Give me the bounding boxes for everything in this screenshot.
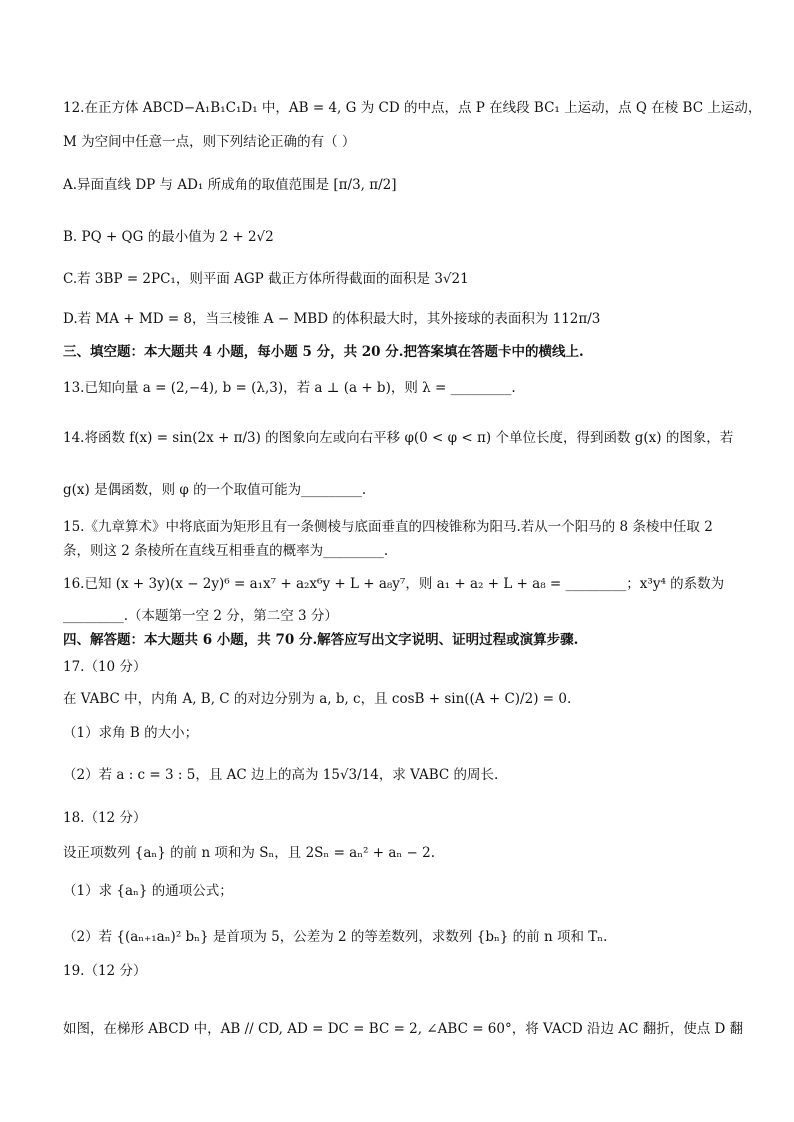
q12-option-c: C.若 3BP = 2PC₁，则平面 AGP 截正方体所得截面的面积是 3√21: [63, 271, 469, 287]
q19-header: 19.（12 分）: [63, 963, 147, 979]
q18-header: 18.（12 分）: [63, 810, 147, 826]
q19-stem: 如图，在梯形 ABCD 中，AB // CD, AD = DC = BC = 2, ∠ABC = 60°，将 VACD 沿边 AC 翻折，使点 D 翻: [63, 1021, 744, 1037]
q17-header: 17.（10 分）: [63, 659, 147, 675]
q18-stem: 设正项数列 {aₙ} 的前 n 项和为 Sₙ，且 2Sₙ = aₙ² + aₙ − 2.: [63, 845, 436, 861]
q15-line1: 15.《九章算术》中将底面为矩形且有一条侧棱与底面垂直的四棱锥称为阳马.若从一个阳马的 8 条棱中任取 2: [63, 519, 713, 535]
q17-part1: （1）求角 B 的大小；: [63, 725, 199, 741]
section-three-heading: 三、填空题：本大题共 4 小题，每小题 5 分，共 20 分.把答案填在答题卡中的横线上.: [63, 344, 584, 360]
q12-stem-line1: 12.在正方体 ABCD−A₁B₁C₁D₁ 中，AB = 4, G 为 CD 的中点，点 P 在线段 BC₁ 上运动，点 Q 在棱 BC 上运动，: [63, 100, 762, 116]
q12-option-d: D.若 MA + MD = 8，当三棱锥 A − MBD 的体积最大时，其外接球的表面积为 112π/3: [63, 311, 601, 327]
q16-line1: 16.已知 (x + 3y)(x − 2y)⁶ = a₁x⁷ + a₂x⁶y + L + a₈y⁷，则 a₁ + a₂ + L + a₈ = _________；x³y⁴ 的系数为: [63, 576, 725, 592]
q14-line2: g(x) 是偶函数，则 φ 的一个取值可能为_________.: [63, 482, 367, 498]
q16-line2: _________.（本题第一空 2 分，第二空 3 分）: [63, 608, 338, 624]
q15-line2: 条，则这 2 条棱所在直线互相垂直的概率为_________.: [63, 543, 389, 559]
q17-stem: 在 VABC 中，内角 A, B, C 的对边分别为 a, b, c，且 cosB + sin((A + C)/2) = 0.: [63, 691, 572, 707]
q18-part2: （2）若 {(aₙ₊₁aₙ)² bₙ} 是首项为 5，公差为 2 的等差数列，求数列 {bₙ} 的前 n 项和 Tₙ.: [63, 929, 608, 945]
q18-part1: （1）求 {aₙ} 的通项公式；: [63, 883, 233, 899]
q14-line1: 14.将函数 f(x) = sin(2x + π/3) 的图象向左或向右平移 φ(0 < φ < π) 个单位长度，得到函数 g(x) 的图象，若: [63, 430, 734, 446]
q12-option-b: B. PQ + QG 的最小值为 2 + 2√2: [63, 229, 274, 245]
q12-option-a: A.异面直线 DP 与 AD₁ 所成角的取值范围是 [π/3, π/2]: [63, 177, 397, 193]
q12-stem-line2: M 为空间中任意一点，则下列结论正确的有（ ）: [63, 134, 356, 150]
q13: 13.已知向量 a = (2,−4), b = (λ,3)，若 a ⊥ (a + b)，则 λ = _________.: [63, 380, 516, 396]
section-four-heading: 四、解答题：本大题共 6 小题，共 70 分.解答应写出文字说明、证明过程或演算步骤.: [63, 632, 579, 648]
q17-part2: （2）若 a : c = 3 : 5，且 AC 边上的高为 15√3/14，求 VABC 的周长.: [63, 767, 499, 783]
